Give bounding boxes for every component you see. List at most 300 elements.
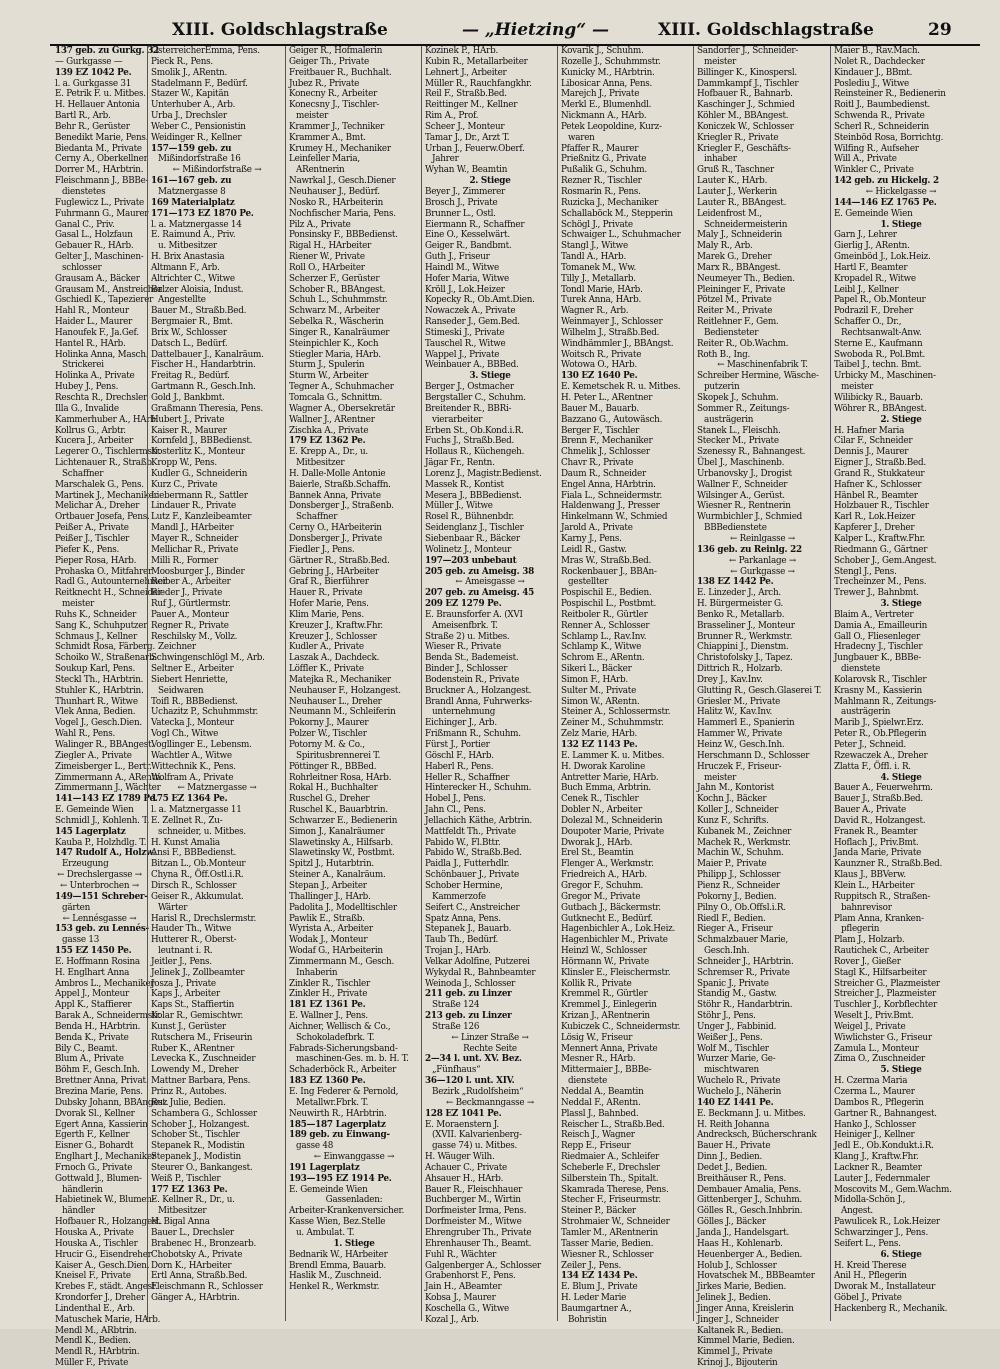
directory-entry: Matejka R., Mechaniker [289,674,391,685]
directory-entry: Hinterecker H., Schuhm. [425,783,532,794]
directory-entry: Hofer Maria, Witwe [425,273,510,284]
directory-entry: Hammer W., Private [697,729,783,740]
directory-entry: Englhart J., Mechaniker [55,1152,156,1163]
directory-entry: dienstete [841,664,881,675]
directory-entry: Haider L., Maurer [55,317,133,328]
directory-entry: Nochfischer Maria, Pens. [289,208,396,219]
directory-entry: Hruczek F., Friseur- [697,761,782,772]
directory-entry: Plam J., Holzarb. [834,935,905,946]
directory-entry: Geiser R., Akkumulat. [151,891,244,902]
directory-entry: Reschilsky M., Vollz. [151,631,238,642]
directory-entry: ← Hickelgasse → [865,186,937,197]
directory-entry: H. Peter L., ARentner [561,393,653,403]
directory-entry: Ruz Julie, Bedien. [151,1097,226,1108]
directory-entry: Brezina Marie, Pens. [55,1087,143,1097]
directory-entry: Mendl R., HArbtrin. [55,1347,140,1358]
directory-entry: 175 EZ 1364 Pe. [151,794,228,805]
directory-entry: Halitz W., Kav.Inv. [697,707,773,718]
directory-entry: Bediensteter [704,327,759,338]
directory-entry: Rigal H., HArbeiter [289,241,372,252]
directory-entry: maschinen-Ges. m. b. H. T. [296,1054,409,1065]
directory-entry: Benda St., Bademeist. [425,653,519,664]
directory-entry: Bauer M., Straßb.Bed. [151,306,247,317]
directory-entry: Houska A., Tischler [55,1238,138,1249]
directory-entry: Ahsauer H., HArb. [425,1173,504,1184]
directory-entry: Neuhauser J., Bedürf. [289,186,380,197]
directory-entry: Stengl J., Pens. [834,566,897,577]
directory-entry: Frißmann R., Schuhm. [425,729,521,740]
directory-entry: Geiger R., Hofmalerin [289,46,383,56]
directory-entry: 147 Rudolf A., Holzw. [55,848,156,859]
directory-entry: Poslediu J., Witwe [834,78,910,89]
directory-entry: Kollrus G., Arbtr. [55,425,126,436]
directory-entry: H. Leder Marie [561,1293,627,1304]
directory-entry: Marejch J., Private [561,89,640,100]
directory-entry: Schambera G., Schlosser [151,1108,257,1119]
directory-entry: Wiesner R., Schlosser [561,1249,654,1260]
directory-entry: Kaps St., Staffiertin [151,1000,235,1011]
directory-entry: 149—151 Schreber- [55,891,148,902]
directory-entry: 209 EZ 1279 Pe. [425,599,502,610]
directory-entry: Soukup Karl, Pens. [55,664,136,675]
directory-entry: Jirkes Marie, Bedien. [697,1282,786,1293]
directory-entry: Hutterer R., Oberst- [151,935,237,946]
directory-entry: gestellter [568,577,609,588]
directory-entry: Holub J., Schlosser [697,1260,777,1271]
directory-entry: Dambos R., Pflegerin [834,1097,924,1108]
directory-entry: Karny J., Pens. [561,533,622,544]
directory-entry: Straße 2) u. Mitbes. [425,631,510,642]
directory-entry: Schmidt Rosa, Färberg. [55,642,155,653]
directory-entry: Lowendy M., Dreher [151,1065,239,1076]
directory-entry: Doupoter Marie, Private [561,826,664,837]
directory-entry: Kollik R., Private [561,978,632,989]
directory-entry: 3. Stiege [469,371,511,382]
directory-entry: Gesch.Inh. [704,946,750,957]
directory-entry: Leibl J., Kellner [834,284,899,295]
directory-entry: Marek G., Dreher [697,252,772,263]
directory-entry: Cilar F., Schneider [834,436,913,447]
directory-entry: Gebauer R., HArb. [55,241,134,252]
directory-entry: ARentnerin [296,165,345,176]
directory-entry: Stöhr R., Handarbtrin. [697,1000,793,1011]
directory-entry: Benedikt Marie, Pens. [55,132,149,143]
directory-entry: Massek R., Kontist [425,479,504,490]
directory-entry: Kubin R., Metallarbeiter [425,56,528,67]
directory-entry: H. Dalle-Molle Antonie [289,468,386,479]
directory-entry: Herschmann D., Schlosser [697,750,810,761]
directory-entry: Benko R., Metallarb. [697,609,785,620]
directory-entry: ← Reinlgasse → [729,533,796,544]
directory-entry: Hobel J., Pens. [425,794,486,805]
directory-entry: Tuschler J., Korbflechter [834,1000,937,1011]
directory-entry: Schober J., Holzangest. [151,1119,250,1130]
directory-entry: Reitboler R., Gürtler [561,609,648,620]
directory-entry: Zlatta F., Öffl. i. R. [834,761,911,772]
directory-entry: Stepanek J., Modistin [151,1152,241,1163]
directory-entry: Geiger Th., Private [289,56,369,67]
directory-entry: Roll O., HArbeiter [289,262,365,273]
directory-entry: Sturm J., Spulerin [289,360,365,371]
directory-entry: Rieger A., Friseur [697,924,773,935]
directory-entry: E. Petrik F. u. Mitbes. [55,89,146,100]
directory-entry: Billinger K., Kinospersl. [697,67,797,78]
directory-entry: Dvorak Sl., Kellner [55,1108,135,1119]
directory-entry: Jeitler J., Pens. [151,956,212,967]
directory-entry: Appel J., Monteur [55,989,129,1000]
directory-entry: Bergmaier R., Bmt. [151,317,233,328]
directory-entry: Kopecky R., Ob.Amt.Dien. [425,295,535,306]
directory-entry: Dorfmeister Irma, Pens. [425,1206,527,1217]
directory-entry: Martinek J., Mechaniker [55,490,158,501]
directory-entry: Pieper Rosa, HArb. [55,555,137,566]
directory-entry: Peter R., Ob.Pflegerin [834,729,927,740]
directory-entry: Haas H., Kohlenarb. [697,1238,783,1249]
directory-entry: Cerny O., HArbeiterin [289,523,382,534]
directory-entry: Wyhan W., Beamtin [425,165,508,176]
directory-entry: Gruß R., Taschner [697,165,774,176]
directory-entry: Lauter R., BBAngest. [697,197,787,208]
directory-entry: Schaffner [62,468,104,479]
directory-entry: Müller R., Rauchfangkhr. [425,78,532,89]
directory-entry: Leidenfrost M., [697,208,762,219]
directory-entry: Jahrer [432,154,459,165]
directory-entry: Heinz W., Gesch.Inh. [697,740,785,750]
directory-entry: Schwenda R., Private [834,111,925,122]
directory-entry: Kremmel R., Gürtler [561,989,648,1000]
directory-entry: Aichner, Wellisch & Co., [289,1021,391,1032]
directory-entry: Straße 126 [432,1021,480,1032]
directory-entry: Kriegler F., Geschäfts- [697,143,791,154]
directory-entry: Stagl K., Hilfsarbeiter [834,967,927,978]
directory-entry: Fabrads-Sicherungsband- [289,1043,398,1054]
directory-entry: Schallaböck M., Stepperin [561,208,673,219]
directory-entry: 179 EZ 1362 Pe. [289,436,366,447]
directory-entry: ← Beckmanngasse → [445,1097,535,1108]
directory-entry: Lösig W., Friseur [561,1032,633,1043]
directory-entry: 205 geb. zu Ameisg. 38 [425,566,534,577]
directory-entry: Radl G., Autounternehmer [55,577,167,588]
directory-entry: Krumey H., Mechaniker [289,143,391,154]
directory-entry: Moosburger J., Binder [151,566,245,577]
directory-entry: Dammkampf J., Tischler [697,78,799,89]
directory-entry: Scheer J., Monteur [425,121,505,132]
directory-entry: Leinfeller Maria, [289,154,360,165]
page-number: 29 [928,20,952,40]
directory-entry: Scheberle F., Drechsler [561,1162,660,1173]
directory-column [830,46,971,1321]
directory-entry: Slawetinsky W., Postbmt. [289,848,395,859]
directory-entry: Mattfeldt Th., Private [425,826,516,837]
directory-entry: Wodak J., Monteur [289,935,368,946]
directory-entry: Steiner A., Kanalräum. [289,870,386,881]
directory-entry: Tilly J., Metallarb. [561,273,636,284]
directory-entry: 2—34 l. unt. XV. Bez. [425,1054,522,1065]
directory-entry: Urbicky M., Maschinen- [834,371,936,382]
directory-entry: Stimeski J., Private [425,327,505,338]
directory-entry: BBBedienstete [704,523,767,534]
directory-entry: Neumeyer Th., Bedien. [697,273,795,284]
directory-entry: Koller J., Schneider [697,805,779,816]
directory-entry: Dorfmeister M., Witwe [425,1217,522,1228]
directory-entry: Bauer H., Private [697,1141,771,1152]
directory-entry: Rozelle J., Schuhmmstr. [561,56,661,67]
directory-entry: Kubanek M., Zeichner [697,826,792,837]
directory-entry: Stadelmann F., Bedürf. [151,78,248,89]
directory-entry: Polzer W., Tischler [289,729,367,740]
directory-entry: Eisner G., Bohardt [55,1141,134,1152]
directory-entry: Mesner R., HArb. [561,1054,636,1065]
directory-entry: Wärter [158,902,188,913]
directory-entry: Kröll J., Lok.Heizer [425,284,505,295]
directory-entry: Blum A., Private [55,1054,124,1065]
directory-entry: Machek R., Werkmstr. [697,837,791,848]
directory-entry: Bodenstein R., Private [425,674,520,685]
directory-entry: H. Czerma Maria [834,1076,908,1087]
directory-entry: 6. Stiege [880,1249,922,1260]
directory-entry: Damia A., Emailleurin [834,620,927,631]
directory-entry: Inhaberin [296,967,338,978]
directory-entry: Pienz R., Schneider [697,880,780,891]
directory-entry: Kreuzer J., Kraftw.Fhr. [289,620,383,631]
directory-entry: Schneider J., HArbtrin. [697,956,794,967]
directory-entry: Bednarik W., HArbeiter [289,1249,388,1260]
directory-column [147,46,286,1321]
directory-entry: Frnoch G., Private [55,1162,133,1173]
directory-entry: Zeiner M., Schuhmmstr. [561,718,664,729]
directory-entry: Chyna R., Öff.Ostl.i.R. [151,870,244,881]
directory-entry: Urbanovsky J., Drogist [697,468,792,479]
directory-entry: Wiwlichster G., Friseur [834,1032,932,1043]
directory-entry: ← Unterbrochen → [60,880,139,891]
directory-entry: meister [62,599,95,610]
directory-entry: 171—173 EZ 1870 Pe. [151,208,254,219]
directory-entry: Rieder J., Private [151,588,223,599]
directory-entry: Ruppitsch R., Straßen- [834,891,931,902]
directory-entry: Dorrer M., HArbtrin. [55,165,144,176]
directory-column [557,46,694,1325]
directory-entry: Maly R., Arb. [697,241,753,252]
directory-entry: 140 EZ 1441 Pe. [697,1097,774,1108]
directory-entry: (XVII. Kalvarienberg- [432,1130,522,1141]
directory-entry: Rosmarin R., Pens. [561,186,641,197]
directory-entry: Kozinek P., HArb. [425,46,499,56]
directory-entry: Woitsch R., Private [561,349,642,360]
directory-entry: Weber C., Pensionistin [151,121,246,132]
directory-entry: Kudler G., Schneiderin [151,468,248,479]
directory-entry: Roitl J., Baumbedienst. [834,100,931,111]
directory-entry: Stazer W., Kapitän [151,89,229,100]
directory-entry: Mennert Anna, Private [561,1043,658,1054]
directory-entry: Ponsinsky F., BBBedienst. [289,230,398,241]
directory-entry: Pawlik E., Straßb. [289,913,365,924]
directory-entry: Unterhuber A., Arb. [151,100,236,111]
directory-entry: Kolarovsk R., Tischler [834,674,927,685]
directory-entry: meister [296,111,329,122]
directory-entry: schlosser [62,262,102,273]
directory-entry: Benda H., HArbtrin. [55,1021,141,1032]
directory-entry: Pieck R., Pens. [151,56,213,67]
directory-entry: Wodaf G., HArbeiterin [289,946,383,957]
directory-entry: Fleischmann J., BBBe- [55,176,149,187]
directory-entry: Hofer Marie, Pens. [289,599,369,610]
directory-entry: Pospischil L., Postbmt. [561,599,657,610]
directory-entry: u. Ambulat. T. [296,1227,355,1238]
directory-entry: Sang K., Schuhputzer [55,620,148,631]
directory-entry: Henkel R., Werkmstr. [289,1282,380,1293]
directory-entry: Schwarzinger J., Pens. [834,1227,928,1238]
directory-entry: Hofbauer R., Holzangest. [55,1217,162,1228]
directory-entry: Schaffner [296,512,338,523]
directory-entry: Schmidl J., Kohlenh. T. [55,815,150,826]
directory-entry: Hovatschek M., BBBeamter [697,1271,815,1282]
directory-entry: Zinkler R., Tischler [289,978,370,989]
directory-entry: 141—143 EZ 1789 Pe. [55,794,158,805]
directory-entry: Kucera J., Arbeiter [55,436,134,447]
directory-entry: Wagner R., Arb. [561,306,629,317]
directory-entry: Riedmaier A., Schleifer [561,1152,659,1163]
directory-entry: Trojan J., HArb. [425,946,491,957]
directory-entry: 138 EZ 1442 Pe. [697,577,774,588]
directory-entry: Kindauer J., BBmt. [834,67,913,78]
directory-entry: austrägerin [841,707,891,718]
directory-entry: Fuchs J., Straßb.Bed. [425,436,515,447]
directory-entry: Lorenz J., Magistr.Bedienst. [425,468,542,479]
directory-entry: E. Wallner J., Pens. [289,1011,368,1022]
directory-entry: Szenessy R., Bahnangest. [697,447,806,458]
directory-entry: 4. Stiege [880,772,922,783]
directory-entry: Buchberger M., Wirtin [425,1195,521,1206]
directory-entry: Zeichner [158,642,196,653]
directory-entry: E. Kemetschek R. u. Mitbes. [561,382,681,393]
directory-entry: Bruckner A., Holzangest. [425,685,532,696]
directory-entry: Weißer J., Pens. [697,1032,763,1043]
directory-entry: Krizan J., ARentnerin [561,1011,650,1022]
directory-entry: meister [704,772,737,783]
directory-entry: Seidenglanz J., Tischler [425,523,524,534]
directory-entry: Wieser R., Private [425,642,502,653]
directory-entry: Haslik M., Zuschneid. [289,1271,382,1282]
directory-entry: Thunhart R., Witwe [55,696,138,707]
directory-entry: Czerma L., Maurer [834,1087,915,1097]
directory-entry: Altrichter C., Witwe [151,273,235,284]
directory-entry: Krondorfer J., Dreher [55,1293,145,1304]
header-street-right: XIII. Goldschlagstraße [658,20,874,40]
directory-entry: Gregor F., Schuhm. [561,880,644,891]
directory-entry: Breitender R., BBRi- [425,403,512,414]
directory-entry: Ruschel K., Bauarbtrin. [289,805,388,816]
directory-entry: Mendl K., Bedien. [55,1336,131,1347]
directory-entry: Reil F., Straßb.Bed. [425,89,507,100]
directory-entry: E. Beckmann J. u. Mitbes. [697,1108,806,1119]
directory-entry: Schremser R., Private [697,967,790,978]
directory-entry: Wykydal R., Bahnbeamter [425,967,536,978]
directory-entry: 183 EZ 1360 Pe. [289,1076,366,1087]
directory-entry: 145 Lagerplatz [55,826,126,837]
directory-entry: Dinn J., Bedien. [697,1152,763,1163]
directory-entry: Glutting R., Gesch.Glaserei T. [697,685,822,696]
directory-entry: Podrazil F., Dreher [834,306,913,317]
directory-entry: mischtwaren [704,1065,759,1076]
directory-entry: Sebelka R., Wäscherin [289,317,384,328]
directory-entry: ← Linzer Straße → [451,1032,529,1043]
directory-entry: Baumgartner A., [561,1303,632,1314]
directory-entry: Krammer J., Techniker [289,121,385,132]
directory-entry: Bezirk „Rudolfsheim“ [432,1087,524,1097]
directory-entry: Ruzicka J., Mechaniker [561,197,659,208]
directory-entry: Heller R., Schaffner [425,772,510,783]
directory-entry: Midolla-Schön J., [834,1195,906,1206]
directory-entry: Reiber A., Arbeiter [151,577,231,588]
directory-entry: Lauter J., Federnmaler [834,1173,930,1184]
directory-entry: E. Ing Federer & Pernold, [289,1087,399,1097]
directory-entry: Machin W., Schuhm. [697,848,784,859]
directory-entry: Pokorny J., Bedien. [697,891,777,902]
directory-entry: Pilz A., Private [289,219,351,230]
directory-entry: Reisch J., Wagner [561,1130,635,1141]
directory-entry: Eine O., Kesselwärt. [425,230,510,241]
directory-entry: Thallinger J., HArb. [289,891,371,902]
directory-entry: Friedreich A., HArb. [561,870,647,881]
directory-entry: Blaim A., Vertreter [834,609,914,620]
directory-entry: Petek Leopoldine, Kurz- [561,121,662,132]
directory-entry: Vogllinger E., Lebensm. [151,740,252,750]
directory-entry: Eichinger J., Arb. [425,718,497,729]
directory-entry: Appl K., Staffierer [55,1000,132,1011]
directory-entry: Kapferer J., Dreher [834,523,915,534]
directory-entry: Plam Anna, Kranken- [834,913,924,924]
directory-entry: Daum R., Schneider [561,468,646,479]
directory-entry: 197—203 unbebaut [425,555,517,566]
directory-entry: Ameisenfbrk. T. [432,620,498,631]
directory-entry: Kammerzofe [432,891,486,902]
directory-entry: Brandl Anna, Fuhrwerks- [425,696,532,707]
directory-entry: Cerny A., Oberkellner [55,154,148,165]
directory-entry: Hubey J., Pens. [55,382,119,393]
directory-entry: Haldenwang J., Presser [561,501,660,512]
directory-entry: Donsberger J., Private [289,533,383,544]
directory-entry: Stiegler Maria, HArb. [289,349,381,360]
directory-entry: Urba J., Drechsler [151,111,227,122]
directory-entry: händlerin [62,1184,103,1195]
directory-entry: Breithäuser R., Pens. [697,1173,786,1184]
directory-entry: Wurmbichler J., Schmied [697,512,803,523]
directory-entry: Skopek J., Schuhm. [697,393,779,403]
directory-entry: Vlek Anna, Bedien. [55,707,136,718]
directory-entry: Maier P., Private [697,859,767,870]
directory-column [52,46,169,1369]
directory-entry: ÖsterreicherEmma, Pens. [151,46,260,56]
directory-entry: Fiala L., Schneidermstr. [561,490,663,501]
directory-entry: Balzer Aloisia, Indust. [151,284,244,295]
directory-entry: 5. Stiege [880,1065,922,1076]
directory-entry: 153 geb. zu Lennés- [55,924,149,935]
directory-entry: Garn J., Lehrer [834,230,897,241]
directory-entry: Jellachich Käthe, Arbtrin. [425,815,532,826]
directory-entry: Roth B., Ing. [697,349,751,360]
directory-entry: ← Gurkgasse → [730,566,795,577]
directory-entry: Streicher J., Plazmeister [834,989,937,1000]
directory-entry: Rockenbauer J., BBAn- [561,566,657,577]
directory-entry: Siebenbaar R., Bäcker [425,533,520,544]
directory-entry: Ehrenhauser Th., Beamt. [425,1238,532,1249]
directory-entry: Jubez R., Private [289,78,360,89]
directory-entry: Kunz F., Schrifts. [697,815,769,826]
directory-entry: Schwaiger L., Schuhmacher [561,230,681,241]
directory-entry: Sikeri L., Bäcker [561,664,632,675]
directory-entry: Jahn Cl., Pens. [425,805,486,816]
directory-entry: Ganal C., Priv. [55,219,115,230]
